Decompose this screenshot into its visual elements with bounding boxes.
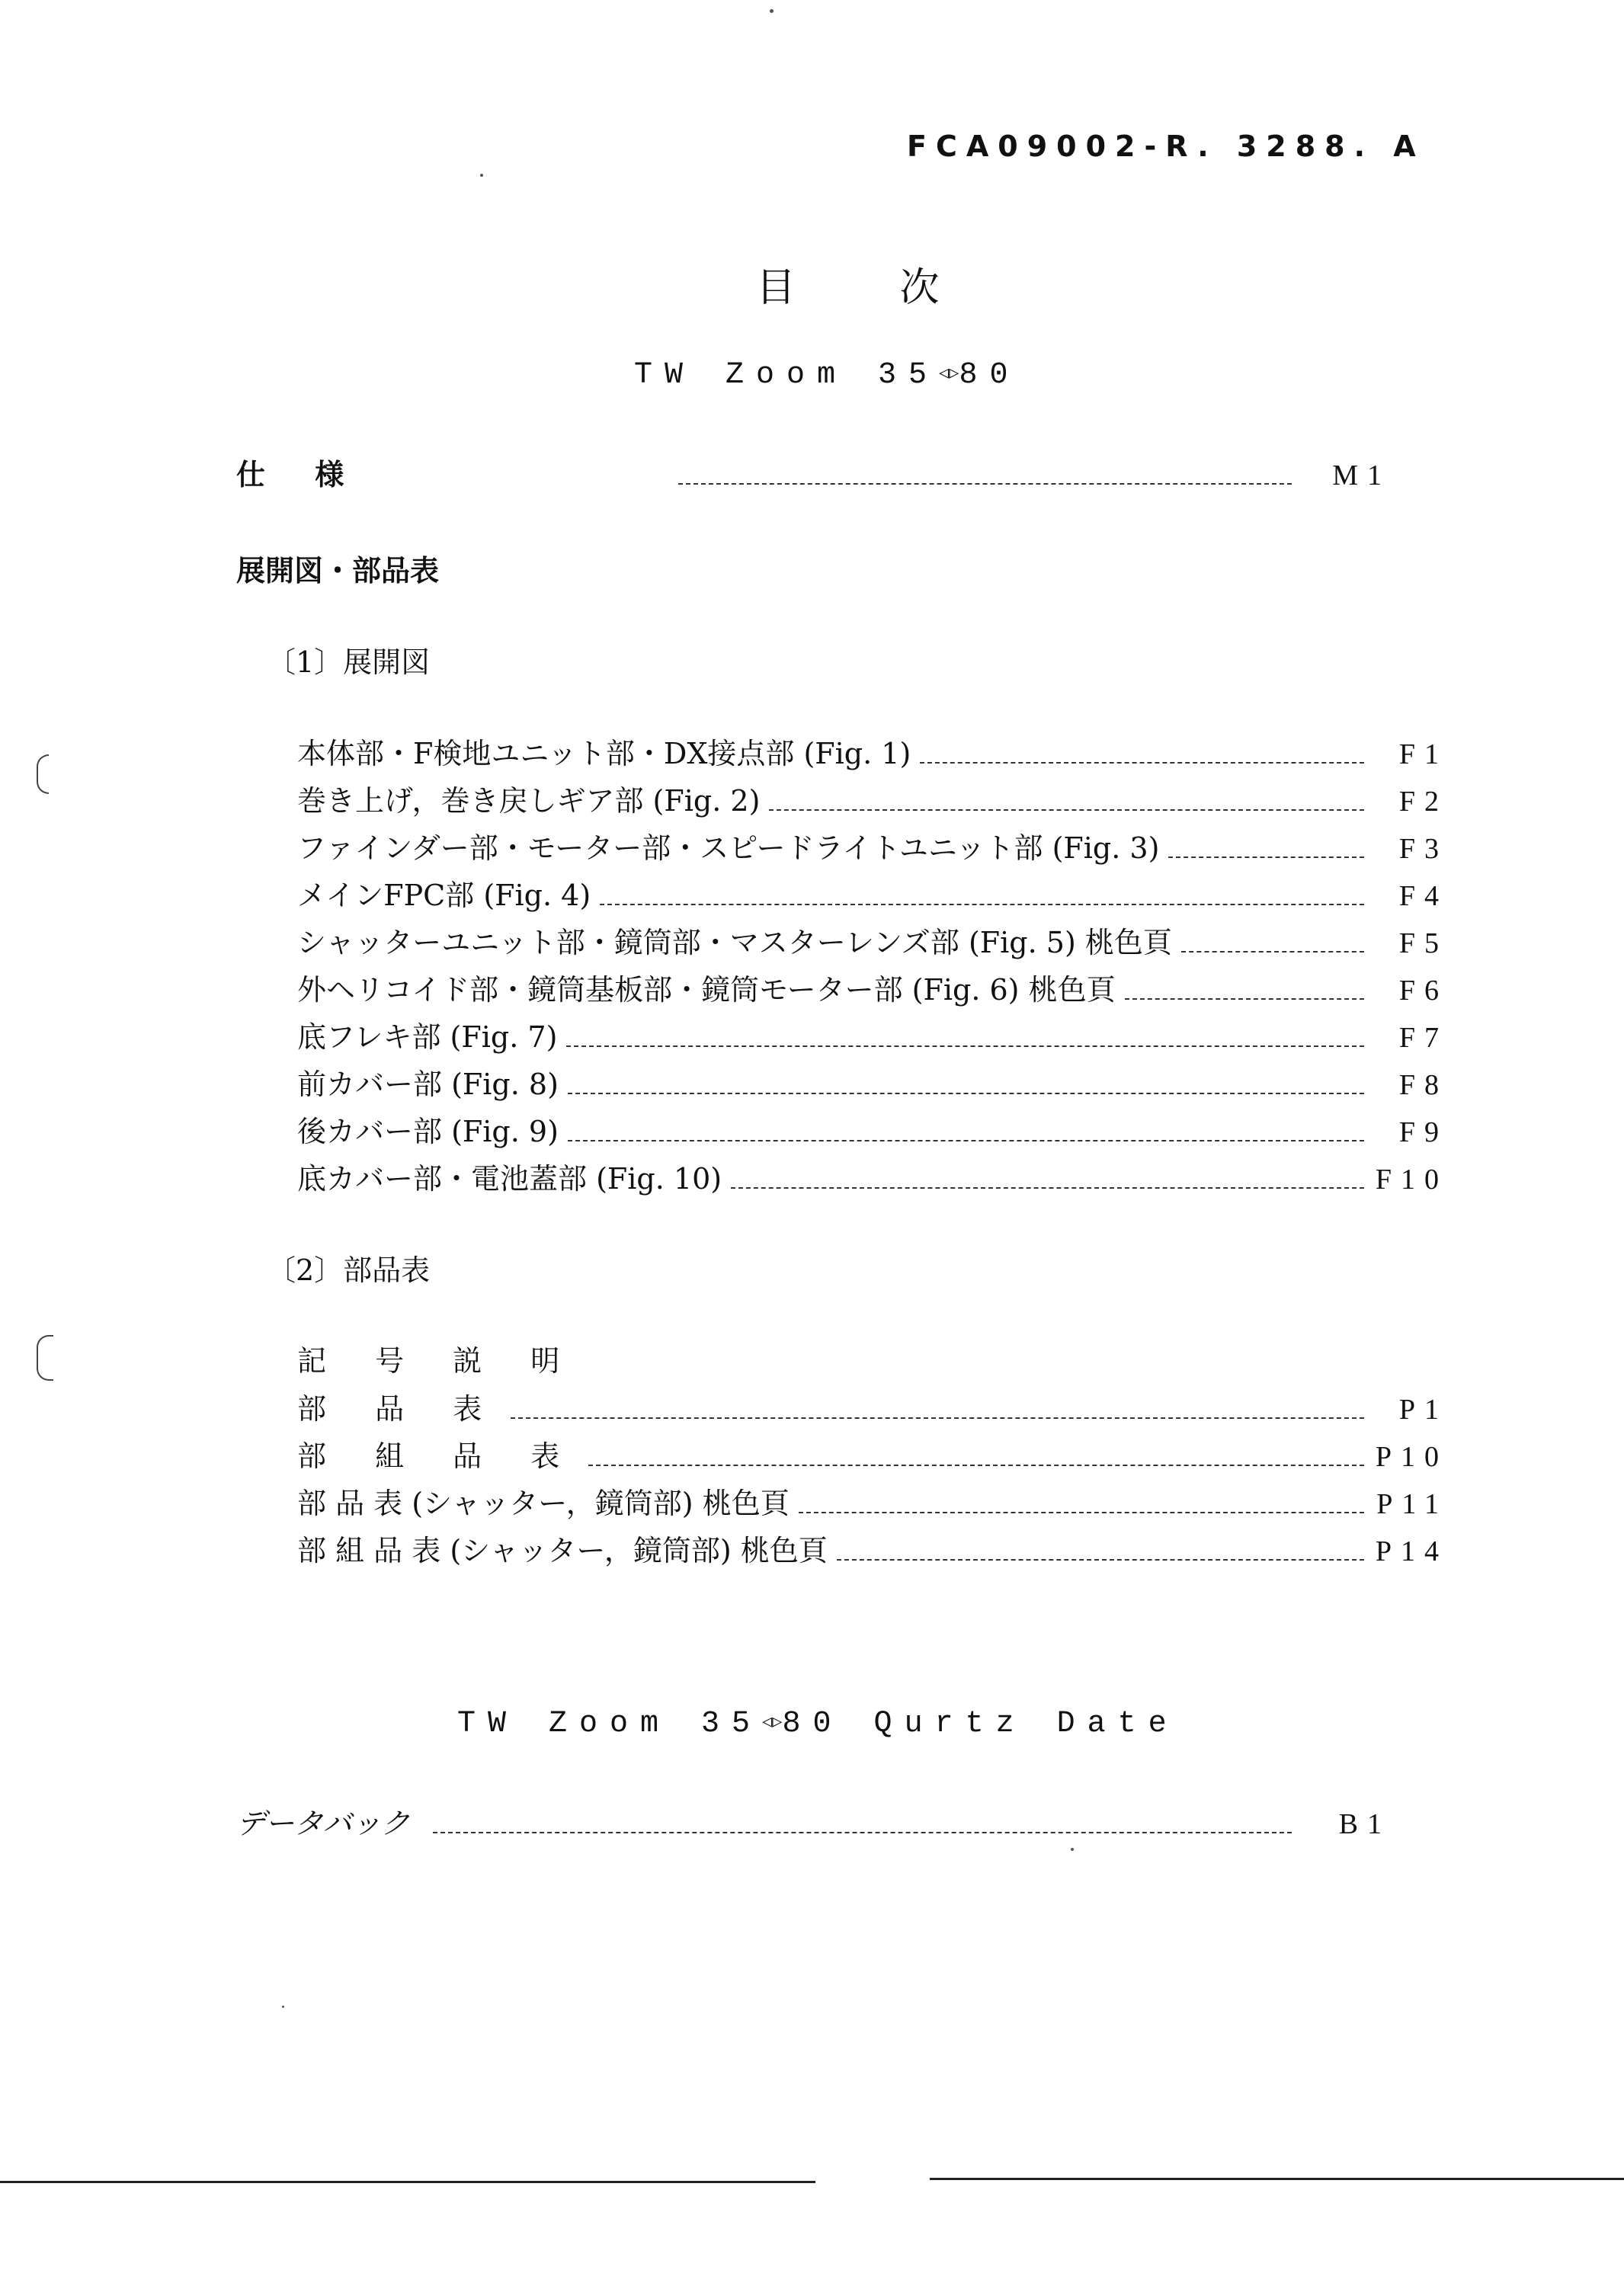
toc-page: F8 [1398, 1069, 1448, 1101]
toc-page: P14 [1375, 1535, 1448, 1567]
dot-leader [731, 1187, 1364, 1189]
dot-leader [433, 1832, 1292, 1833]
toc-label: 巻き上げ，巻き戻しギア部 (Fig. 2) [297, 784, 761, 818]
toc-page: M1 [1332, 459, 1391, 491]
page-title: 目 次 [756, 265, 985, 311]
dot-leader [568, 1140, 1364, 1141]
document-code: FCA09002-R. 3288. A [907, 130, 1425, 163]
toc-label: 仕 様 [236, 457, 364, 491]
toc-page: F3 [1398, 833, 1448, 865]
toc-row [297, 872, 1448, 914]
toc-page: F6 [1398, 975, 1448, 1007]
zoom-arrows-icon: ◁▷ [939, 364, 959, 383]
toc-row [297, 1527, 1448, 1569]
scan-speck [770, 9, 774, 13]
toc-page: P11 [1376, 1488, 1448, 1520]
dot-leader [588, 1465, 1364, 1466]
dot-leader [799, 1512, 1364, 1513]
toc-label: 本体部・F検地ユニット部・DX接点部 (Fig. 1) [297, 737, 911, 770]
toc-page: B1 [1338, 1808, 1391, 1840]
toc-row [297, 730, 1448, 772]
toc-label: 部 品 表 [297, 1392, 502, 1426]
toc-row [297, 1433, 1448, 1474]
toc-label: シャッターユニット部・鏡筒部・マスターレンズ部 (Fig. 5) 桃色頁 [297, 926, 1172, 959]
toc-page: F10 [1375, 1164, 1448, 1196]
toc-page: F2 [1398, 786, 1448, 818]
toc-page: F5 [1398, 927, 1448, 959]
subsection-heading: 〔2〕部品表 [267, 1253, 431, 1287]
toc-label: 後カバー部 (Fig. 9) [297, 1115, 559, 1148]
toc-label: 部 組 品 表 (シャッター，鏡筒部) 桃色頁 [297, 1534, 828, 1567]
toc-page: F9 [1398, 1116, 1448, 1148]
dot-leader [1181, 951, 1364, 952]
toc-row [297, 1385, 1448, 1427]
toc-row [297, 919, 1448, 961]
scan-speck [1071, 1848, 1074, 1851]
binding-hole-mark [37, 1335, 53, 1381]
toc-page: F7 [1398, 1022, 1448, 1054]
toc-row-spec [236, 451, 1391, 493]
toc-label: 部 組 品 表 [297, 1439, 580, 1473]
toc-label: メインFPC部 (Fig. 4) [297, 879, 591, 912]
subsection-heading: 〔1〕展開図 [267, 645, 431, 679]
toc-page: P1 [1398, 1394, 1448, 1426]
toc-page: P10 [1375, 1441, 1448, 1473]
toc-row [297, 1061, 1448, 1103]
binding-hole-mark [37, 754, 49, 794]
dot-leader [511, 1417, 1364, 1419]
toc-label: ファインダー部・モーター部・スピードライトユニット部 (Fig. 3) [297, 831, 1160, 865]
toc-row [297, 1108, 1448, 1150]
toc-row [297, 1013, 1448, 1055]
toc-label: 部 品 表 (シャッター，鏡筒部) 桃色頁 [297, 1487, 790, 1520]
dot-leader [678, 483, 1292, 485]
model-name: TW Zoom 35 [457, 1707, 763, 1741]
toc-row [297, 1155, 1448, 1197]
dot-leader [1125, 998, 1364, 1000]
symbol-legend-heading: 記 号 説 明 [297, 1344, 580, 1378]
toc-label: 外ヘリコイド部・鏡筒基板部・鏡筒モーター部 (Fig. 6) 桃色頁 [297, 973, 1116, 1007]
model-suffix: 80 Qurtz Date [782, 1707, 1179, 1741]
toc-page: F1 [1398, 738, 1448, 770]
dot-leader [568, 1093, 1364, 1094]
zoom-arrows-icon: ◁▷ [762, 1713, 783, 1732]
toc-page: F4 [1398, 880, 1448, 912]
toc-label: データバック [236, 1807, 410, 1840]
toc-row [297, 777, 1448, 819]
toc-row-data-back [236, 1800, 1391, 1842]
model-suffix: 80 [959, 358, 1020, 392]
toc-row [297, 1480, 1448, 1522]
section-heading: 展開図・部品表 [236, 553, 440, 588]
dot-leader [920, 762, 1364, 764]
scan-speck [480, 174, 483, 177]
model-name: TW Zoom 35 [634, 358, 940, 392]
toc-label: 底フレキ部 (Fig. 7) [297, 1020, 558, 1054]
toc-label: 底カバー部・電池蓋部 (Fig. 10) [297, 1162, 722, 1196]
dot-leader [1168, 856, 1364, 858]
toc-row [297, 824, 1448, 866]
dot-leader [600, 904, 1364, 905]
toc-label: 前カバー部 (Fig. 8) [297, 1068, 559, 1101]
model-header [634, 358, 1020, 392]
dot-leader [566, 1045, 1364, 1047]
model-header-date [457, 1707, 1179, 1741]
scan-edge-line [930, 2178, 1624, 2180]
dot-leader [769, 809, 1364, 811]
dot-leader [837, 1559, 1364, 1561]
scan-edge-line [0, 2181, 815, 2183]
scan-speck [282, 2006, 284, 2008]
toc-row [297, 966, 1448, 1008]
